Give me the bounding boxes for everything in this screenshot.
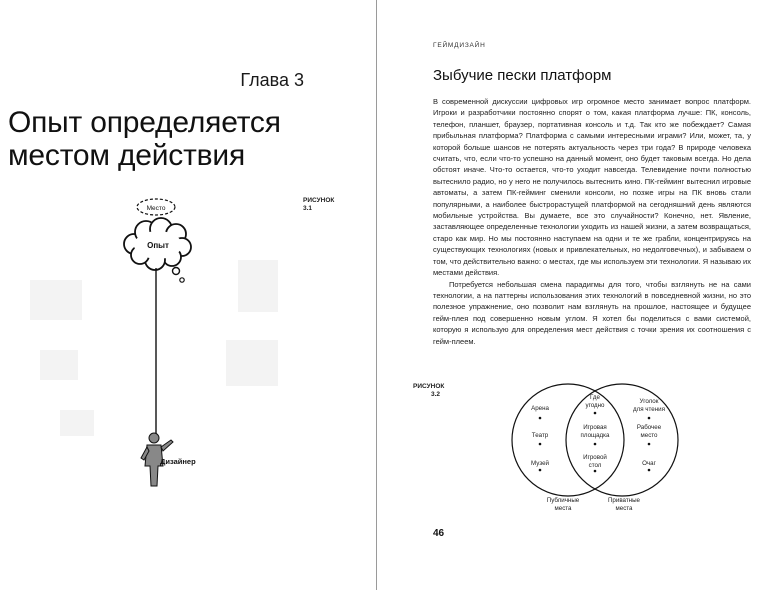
chapter-title: Опыт определяется местом действия — [8, 106, 281, 172]
venn-label-anywhere-2: угодно — [585, 402, 605, 409]
venn-label-anywhere-1: Где — [590, 394, 600, 401]
public-places-circle — [512, 384, 624, 496]
venn-label-game-table-1: Игровой — [583, 454, 607, 461]
cloud-bubble — [180, 278, 184, 282]
section-title: Зыбучие пески платформ — [433, 67, 612, 84]
venn-label-reading-nook-2: для чтения — [633, 406, 665, 413]
venn-label-workplace-1: Рабочее — [636, 424, 662, 431]
venn-diagram — [377, 0, 773, 590]
figure-label-word: РИСУНОК — [413, 383, 445, 390]
venn-label-playground-2: площадка — [580, 432, 610, 439]
paragraph-2: Потребуется небольшая смена парадигмы для того, чтобы взглянуть не на сами технологии, а на паттерны использования этих технологий в повседневной жизни, но это полезное упражнение, оно позволит нам взглянуть на прошлое, настоящее и будущее гейм-плея под совершенно новым углом. Я хотел бы поделиться с вами системой, которую я использую для определения мест действия с точки зрения их соотношения с гейм-плеем. — [433, 279, 751, 346]
private-places-circle — [566, 384, 678, 496]
figure-label-word: РИСУНОК — [303, 197, 335, 204]
cloud-bubble — [173, 268, 180, 275]
page-number: 46 — [433, 528, 445, 539]
figure-number: 3.2 — [431, 391, 441, 398]
left-page — [0, 0, 376, 590]
chapter-label: Глава 3 — [240, 70, 304, 90]
venn-label-museum: Музей — [531, 460, 549, 467]
designer-label: Дизайнер — [160, 457, 196, 466]
venn-label-hearth: Очаг — [642, 460, 656, 467]
figure-3-1 — [0, 0, 376, 590]
paragraph-1: В современной дискуссии цифровых игр огромное место занимает вопрос платформ. Игроки и разработчики постоянно спорят о том, какая платформа лучше: ПК, консоль, телефон, планшет, браузер, портативная консоль и т.д. Так кто же побеждает? Самая прибыльная платформа? Платформа с самыми интересными играми? Или, может, та, у которой больше шансов не потерять актуальность через три года? В природе человека считать, что, если что-то успешно на данный момент, оно будет таковым всегда. Но дела обстоят иначе. Что-то остается, что-то уходит навсегда. Телевидение почти полностью вытеснило радио, но у него не получилось вытеснить кино. ПК-гейминг вытеснил игровые автоматы, а затем ПК-гейминг сменили консоли, но позже игры на ПК вновь стали популярными, а наиболее быстрорастущей платформой на сегодняшний день являются мобильные устройства. Вы думаете, все это случайности? Конечно, нет. Явление, заставляющее определенные технологии уходить из нашей жизни, а затем возвращаться, старо как мир. Но мы постоянно наступаем на одни и те же грабли, концентрируясь на существующих технологиях (новых и привлекательных, но недолговечных), и забываем о том, что действительно важно: о местах, где мы используем эти технологии. Я называю их местами действия. — [433, 97, 751, 278]
running-head: ГЕЙМДИЗАЙН — [433, 42, 486, 49]
public-places-caption-1: Публичные — [546, 497, 580, 504]
venn-label-game-table-2: стол — [588, 462, 602, 469]
experience-label: Опыт — [147, 241, 169, 250]
right-page — [377, 0, 773, 590]
place-label: Место — [146, 205, 166, 212]
venn-label-workplace-2: место — [640, 432, 658, 439]
watermark-shapes — [30, 260, 278, 436]
venn-label-theater: Театр — [531, 432, 549, 439]
venn-label-reading-nook-1: Уголок — [639, 398, 659, 405]
figure-number: 3.1 — [303, 205, 313, 212]
public-places-caption-2: места — [554, 505, 572, 512]
venn-label-playground-1: Игровая — [583, 424, 607, 431]
venn-label-arena: Арена — [531, 405, 549, 412]
private-places-caption-2: места — [615, 505, 633, 512]
private-places-caption-1: Приватные — [607, 497, 641, 504]
